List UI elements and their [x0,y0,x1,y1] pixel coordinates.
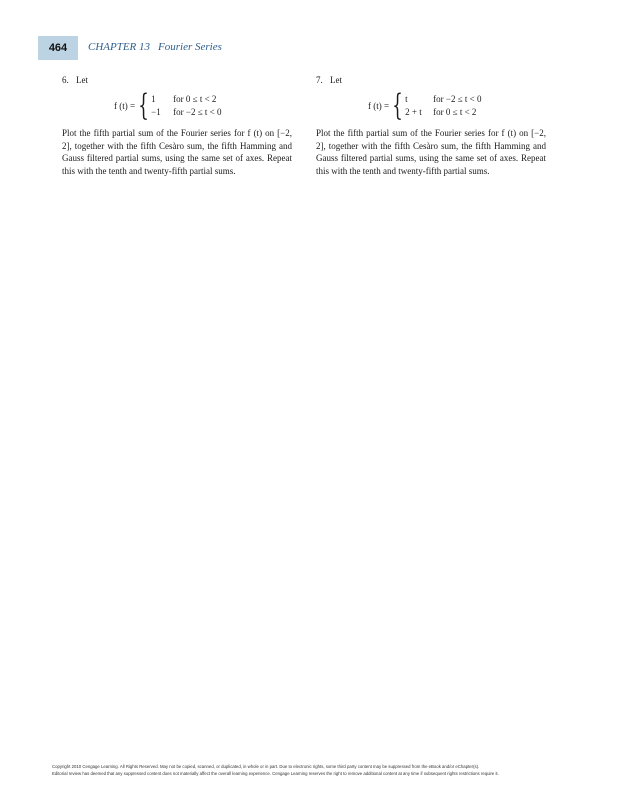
exercise-heading [62,74,292,87]
footer-line-2: Editorial review has deemed that any suppressed content does not materially affect the overall learning experience. Cengage Learning reserves the right to remove additional content at any time if subsequent rights restrictions require it. [52,771,499,776]
piecewise-formula [114,88,292,123]
case-row [405,106,481,119]
exercise-lead: Let [330,75,342,85]
case-value: 1 [151,94,156,104]
function-lhs: f (t) = [114,100,136,111]
exercise-6 [62,74,292,177]
case-row [151,106,221,119]
footer-line-1: Copyright 2010 Cengage Learning. All Rights Reserved. May not be copied, scanned, or duplicated, in whole or in part. Due to electronic rights, some third party content may be suppressed from the eBook and/or eChapter(s). [52,764,480,769]
left-brace: { [138,88,149,123]
running-head [88,41,222,53]
case-value: 2 + t [405,107,422,117]
left-brace: { [392,88,403,123]
chapter-label: CHAPTER 13 [88,41,151,53]
exercise-number: 6. [62,75,69,85]
case-value: t [405,94,408,104]
case-condition: for 0 ≤ t < 2 [433,107,477,117]
case-condition: for −2 ≤ t < 0 [433,94,482,104]
page-number-text: 464 [48,42,68,54]
piecewise-formula [368,88,546,123]
exercise-text: Plot the fifth partial sum of the Fourier series for f (t) on [−2, 2], together with the fifth Cesàro sum, the fifth Hamming and Gauss filtered partial sums, using the same set of axes. Repeat this with the tenth and twenty-fifth partial sums. [316,128,546,176]
cases [151,93,221,119]
case-row [151,93,221,106]
case-value: −1 [151,107,161,117]
case-condition: for −2 ≤ t < 0 [173,107,222,117]
page-number [38,36,78,60]
function-lhs: f (t) = [368,100,390,111]
copyright-footer [52,763,572,777]
exercise-text: Plot the fifth partial sum of the Fourier series for f (t) on [−2, 2], together with the fifth Cesàro sum, the fifth Hamming and Gauss filtered partial sums, using the same set of axes. Repeat this with the tenth and twenty-fifth partial sums. [62,128,292,176]
chapter-title: Fourier Series [158,41,222,53]
exercise-lead: Let [76,75,88,85]
exercise-number: 7. [316,75,323,85]
case-row [405,93,481,106]
exercise-7 [316,74,546,177]
cases [405,93,481,119]
exercise-heading [316,74,546,87]
case-condition: for 0 ≤ t < 2 [173,94,217,104]
